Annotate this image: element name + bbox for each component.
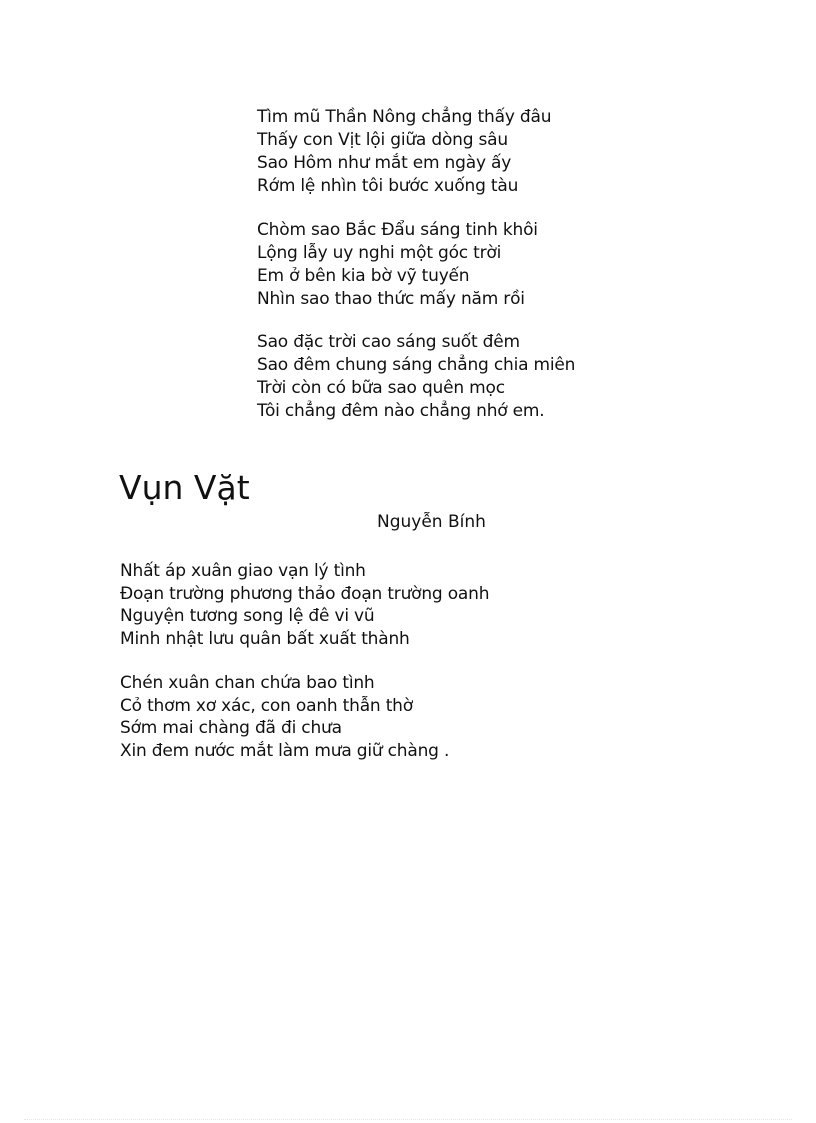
poem-line: Chòm sao Bắc Đẩu sáng tinh khôi — [257, 220, 538, 240]
poem-line: Rớm lệ nhìn tôi bước xuống tàu — [257, 176, 519, 196]
poem-line: Sao đêm chung sáng chẳng chia miên — [257, 355, 576, 375]
poem-line: Minh nhật lưu quân bất xuất thành — [120, 629, 410, 649]
poem-author: Nguyễn Bính — [377, 512, 486, 532]
poem-line: Xin đem nước mắt làm mưa giữ chàng . — [120, 741, 450, 761]
poem-line: Sao đặc trời cao sáng suốt đêm — [257, 332, 520, 352]
poem-title: Vụn Vặt — [119, 468, 250, 507]
poem-line: Sao Hôm như mắt em ngày ấy — [257, 153, 512, 173]
poem-line: Nhìn sao thao thức mấy năm rồi — [257, 289, 525, 309]
poem-line: Nguyện tương song lệ đê vi vũ — [120, 606, 375, 626]
page-bottom-divider — [24, 1119, 792, 1120]
poem-line: Em ở bên kia bờ vỹ tuyến — [257, 266, 470, 286]
poem-line: Thấy con Vịt lội giữa dòng sâu — [257, 130, 508, 150]
poem-line: Tôi chẳng đêm nào chẳng nhớ em. — [257, 401, 545, 421]
poem-line: Cỏ thơm xơ xác, con oanh thẫn thờ — [120, 696, 413, 716]
poem-line: Lộng lẫy uy nghi một góc trời — [257, 243, 502, 263]
poem-line: Trời còn có bữa sao quên mọc — [257, 378, 505, 398]
poem-line: Nhất áp xuân giao vạn lý tình — [120, 561, 366, 581]
poem-line: Tìm mũ Thần Nông chẳng thấy đâu — [257, 107, 552, 127]
poem-line: Chén xuân chan chứa bao tình — [120, 673, 375, 693]
poem-line: Sớm mai chàng đã đi chưa — [120, 718, 342, 738]
poem-line: Đoạn trường phương thảo đoạn trường oanh — [120, 584, 490, 604]
